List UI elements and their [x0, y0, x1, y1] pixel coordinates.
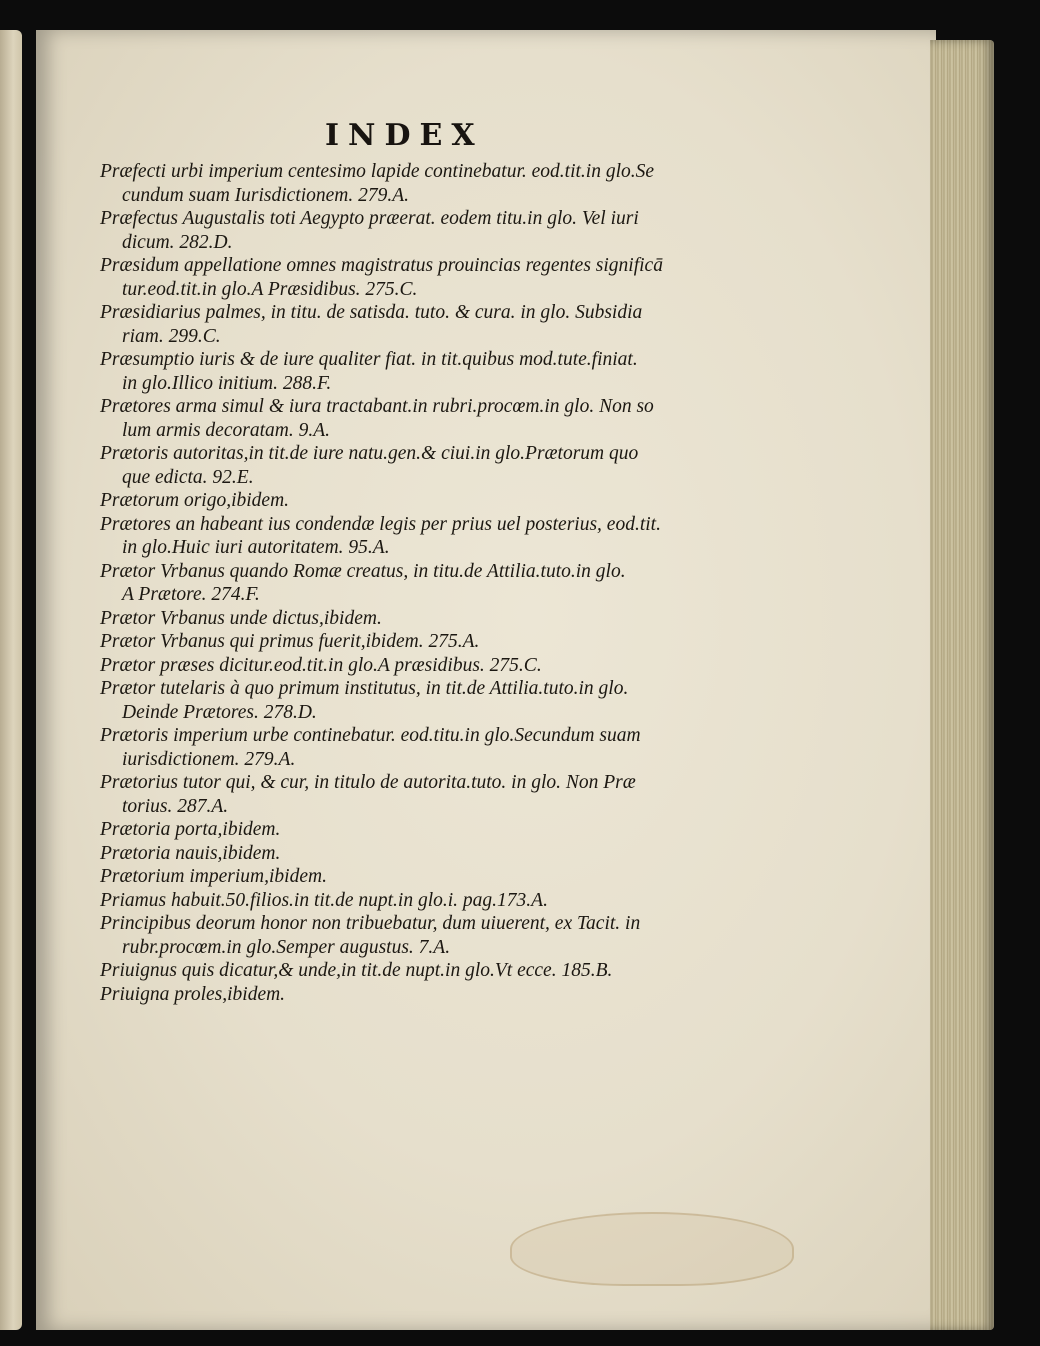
index-entry: Principibus deorum honor non tribuebatur, dum uiuerent, ex Tacit. in rubr.procœm.in glo.Semper augustus. 7.A. — [100, 913, 641, 958]
index-entry: Præsumptio iuris & de iure qualiter fiat. in tit.quibus mod.tute.finiat. in glo.Illico initium. 288.F. — [100, 349, 638, 394]
index-entry: Prætoris autoritas,in tit.de iure natu.gen.& ciui.in glo.Prætorum quo que edicta. 92.E. — [100, 443, 639, 488]
index-entry: Præsidum appellatione omnes magistratus prouincias regentes significā tur.eod.tit.in glo.A Præsidibus. 275.C. — [100, 255, 663, 300]
page-header: INDEX — [325, 118, 484, 153]
index-entry: Priuigna proles,ibidem. — [100, 983, 286, 1005]
left-page-edge — [0, 30, 22, 1330]
index-entry: Prætoria porta,ibidem. — [100, 819, 281, 840]
index-entry: Prætoria nauis,ibidem. — [100, 842, 281, 864]
index-entry: Prætorium imperium,ibidem. — [100, 866, 327, 887]
index-entry: Prætor præses dicitur.eod.tit.in glo.A præsidibus. 275.C. — [100, 654, 542, 676]
index-entry: Prætorius tutor qui, & cur, in titulo de autorita.tuto. in glo. Non Præ torius. 287.A. — [100, 772, 636, 817]
index-entry: Præsidiarius palmes, in titu. de satisda. tuto. & cura. in glo. Subsidia riam. 299.C. — [100, 302, 643, 347]
index-entry: Præfectus Augustalis toti Aegypto præerat. eodem titu.in glo. Vel iuri dicum. 282.D. — [100, 208, 639, 253]
index-entries — [100, 160, 710, 1006]
index-entry: Priamus habuit.50.filios.in tit.de nupt.in glo.i. pag.173.A. — [100, 889, 548, 911]
water-stain — [510, 1212, 794, 1286]
index-entry: Prætores arma simul & iura tractabant.in rubri.procœm.in glo. Non so lum armis decoratam. 9.A. — [100, 396, 654, 441]
index-entry: Prætorum origo,ibidem. — [100, 490, 290, 511]
index-entry: Priuignus quis dicatur,& unde,in tit.de nupt.in glo.Vt ecce. 185.B. — [100, 960, 613, 981]
index-entry: Prætoris imperium urbe continebatur. eod.titu.in glo.Secundum suam iurisdictionem. 279.A. — [100, 725, 641, 770]
page-fore-edge — [930, 40, 994, 1330]
index-entry: Præfecti urbi imperium centesimo lapide continebatur. eod.tit.in glo.Se cundum suam Iurisdictionem. 279.A. — [100, 161, 655, 206]
index-entry: Prætores an habeant ius condendæ legis per prius uel posterius, eod.tit. in glo.Huic iuri autoritatem. 95.A. — [100, 513, 661, 558]
index-entry: Prætor Vrbanus unde dictus,ibidem. — [100, 607, 382, 629]
index-entry: Prætor tutelaris à quo primum institutus, in tit.de Attilia.tuto.in glo. Deinde Prætores. 278.D. — [100, 678, 629, 723]
index-entry: Prætor Vrbanus qui primus fuerit,ibidem. 275.A. — [100, 631, 480, 652]
index-entry: Prætor Vrbanus quando Romæ creatus, in titu.de Attilia.tuto.in glo. A Prætore. 274.F. — [100, 560, 626, 605]
